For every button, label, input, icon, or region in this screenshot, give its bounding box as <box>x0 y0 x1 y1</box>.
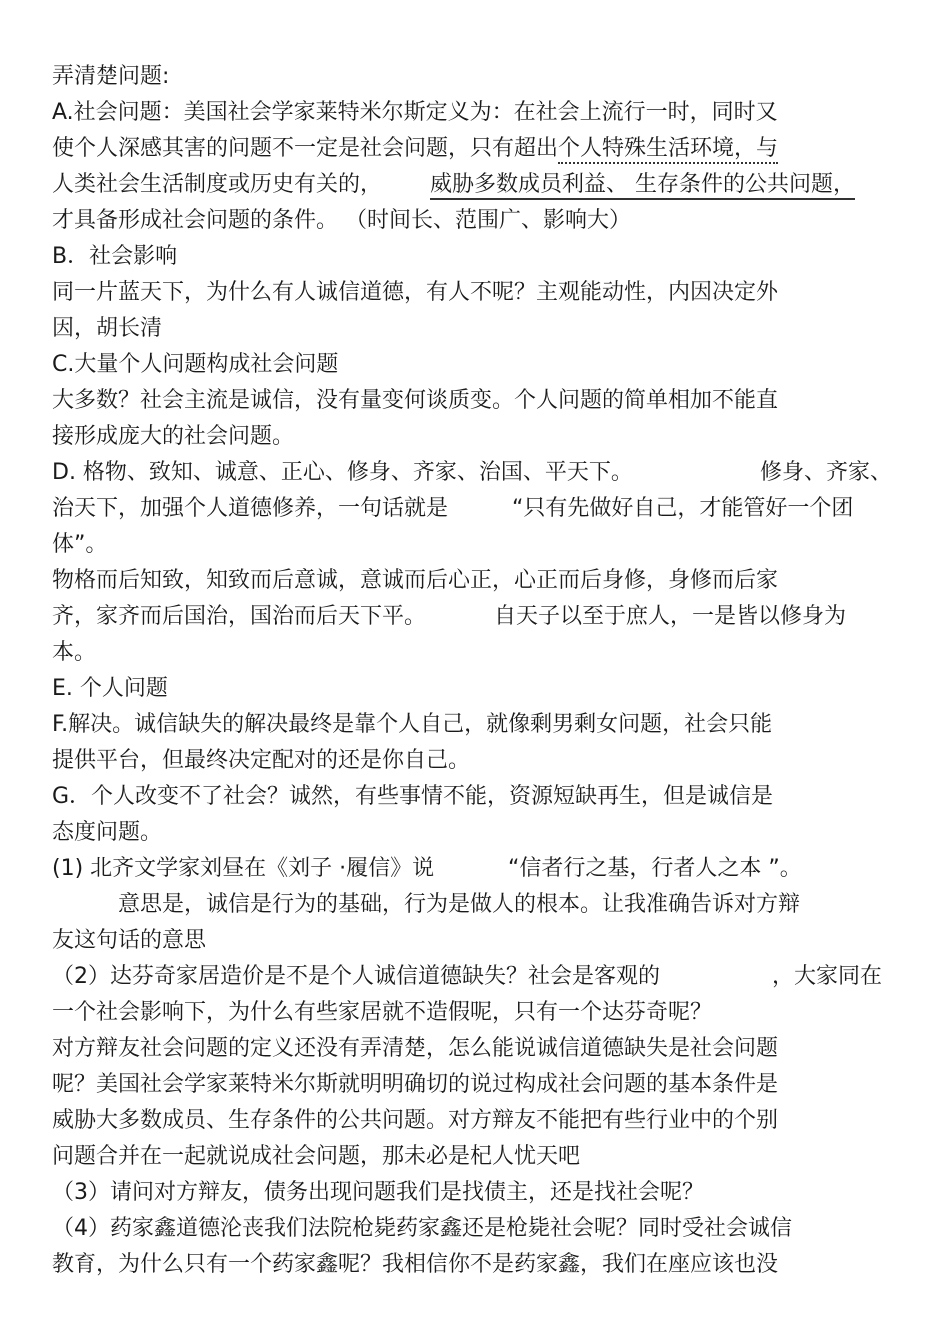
text-line: 体”。 <box>52 532 108 557</box>
text-line: 治天下，加强个人道德修养，一句话就是 <box>52 496 449 521</box>
text-line <box>52 136 778 162</box>
list-item-3: （3）请问对方辩友，债务出现问题我们是找债主，还是找社会呢？ <box>52 1180 704 1205</box>
text-line: 同一片蓝天下，为什么有人诚信道德，有人不呢？主观能动性，内因决定外 <box>52 280 779 305</box>
text-line: “只有先做好自己，才能管好一个团 <box>512 496 854 521</box>
list-item-2: （2）达芬奇家居造价是不是个人诚信道德缺失？社会是客观的 <box>52 964 660 989</box>
text-line: 接形成庞大的社会问题。 <box>52 424 295 449</box>
dotted-underlined-span: 个人特殊生活环境，与 <box>558 136 778 164</box>
text-line: 物格而后知致，知致而后意诚，意诚而后心正，心正而后身修，身修而后家 <box>52 568 779 593</box>
text-line <box>430 172 855 198</box>
text-line: 威胁大多数成员、生存条件的公共问题。对方辩友不能把有些行业中的个别 <box>52 1108 779 1133</box>
text-line: 教育，为什么只有一个药家鑫呢？我相信你不是药家鑫，我们在座应该也没 <box>52 1252 779 1277</box>
text-line: 友这句话的意思 <box>52 928 207 953</box>
section-heading-d: D. 格物、致知、诚意、正心、修身、齐家、治国、平天下。 <box>52 460 633 485</box>
section-heading-g: G．个人改变不了社会？诚然，有些事情不能，资源短缺再生，但是诚信是 <box>52 784 774 809</box>
text-line: 一个社会影响下，为什么有些家居就不造假呢，只有一个达芬奇呢？ <box>52 1000 713 1025</box>
text-line: 问题合并在一起就说成社会问题，那未必是杞人忧天吧 <box>52 1144 581 1169</box>
text-line: 对方辩友社会问题的定义还没有弄清楚，怎么能说诚信道德缺失是社会问题 <box>52 1036 779 1061</box>
quote-text: “信者行之基，行者人之本 ”。 <box>508 856 802 881</box>
section-heading-c: C.大量个人问题构成社会问题 <box>52 352 339 377</box>
text-line: 齐，家齐而后国治，国治而后天下平。 <box>52 604 427 629</box>
text-line: 才具备形成社会问题的条件。 （时间长、范围广、影响大） <box>52 208 631 233</box>
text-line: 自天子以至于庶人，一是皆以修身为 <box>494 604 847 629</box>
text-line: A.社会问题：美国社会学家莱特米尔斯定义为：在社会上流行一时，同时又 <box>52 100 778 125</box>
text-span: 使个人深感其害的问题不一定是社会问题，只有超出 <box>52 136 559 161</box>
text-line: 因，胡长清 <box>52 316 163 341</box>
section-heading-f: F.解决。诚信缺失的解决最终是靠个人自己，就像剩男剩女问题，社会只能 <box>52 712 773 737</box>
text-line: 意思是，诚信是行为的基础，行为是做人的根本。让我准确告诉对方辩 <box>118 892 801 917</box>
underlined-span: 威胁多数成员利益、 生存条件的公共问题， <box>430 172 855 200</box>
text-line: 本。 <box>52 640 97 665</box>
text-line: 弄清楚问题: <box>52 64 170 89</box>
text-line: 态度问题。 <box>52 820 163 845</box>
text-line: 呢？美国社会学家莱特米尔斯就明明确切的说过构成社会问题的基本条件是 <box>52 1072 779 1097</box>
text-line: 大多数？社会主流是诚信，没有量变何谈质变。个人问题的简单相加不能直 <box>52 388 779 413</box>
text-line: ，大家同在 <box>772 964 883 989</box>
text-line: 人类社会生活制度或历史有关的， <box>52 172 383 197</box>
section-heading-e: E. 个人问题 <box>52 676 168 701</box>
section-heading-b: B．社会影响 <box>52 244 178 269</box>
text-line: 提供平台，但最终决定配对的还是你自己。 <box>52 748 471 773</box>
list-item-1: (1) 北齐文学家刘昼在《刘子 ·履信》说 <box>52 856 435 881</box>
list-item-4: （4）药家鑫道德沦丧我们法院枪毙药家鑫还是枪毙社会呢？同时受社会诚信 <box>52 1216 792 1241</box>
text-line: 修身、齐家、 <box>760 460 893 485</box>
